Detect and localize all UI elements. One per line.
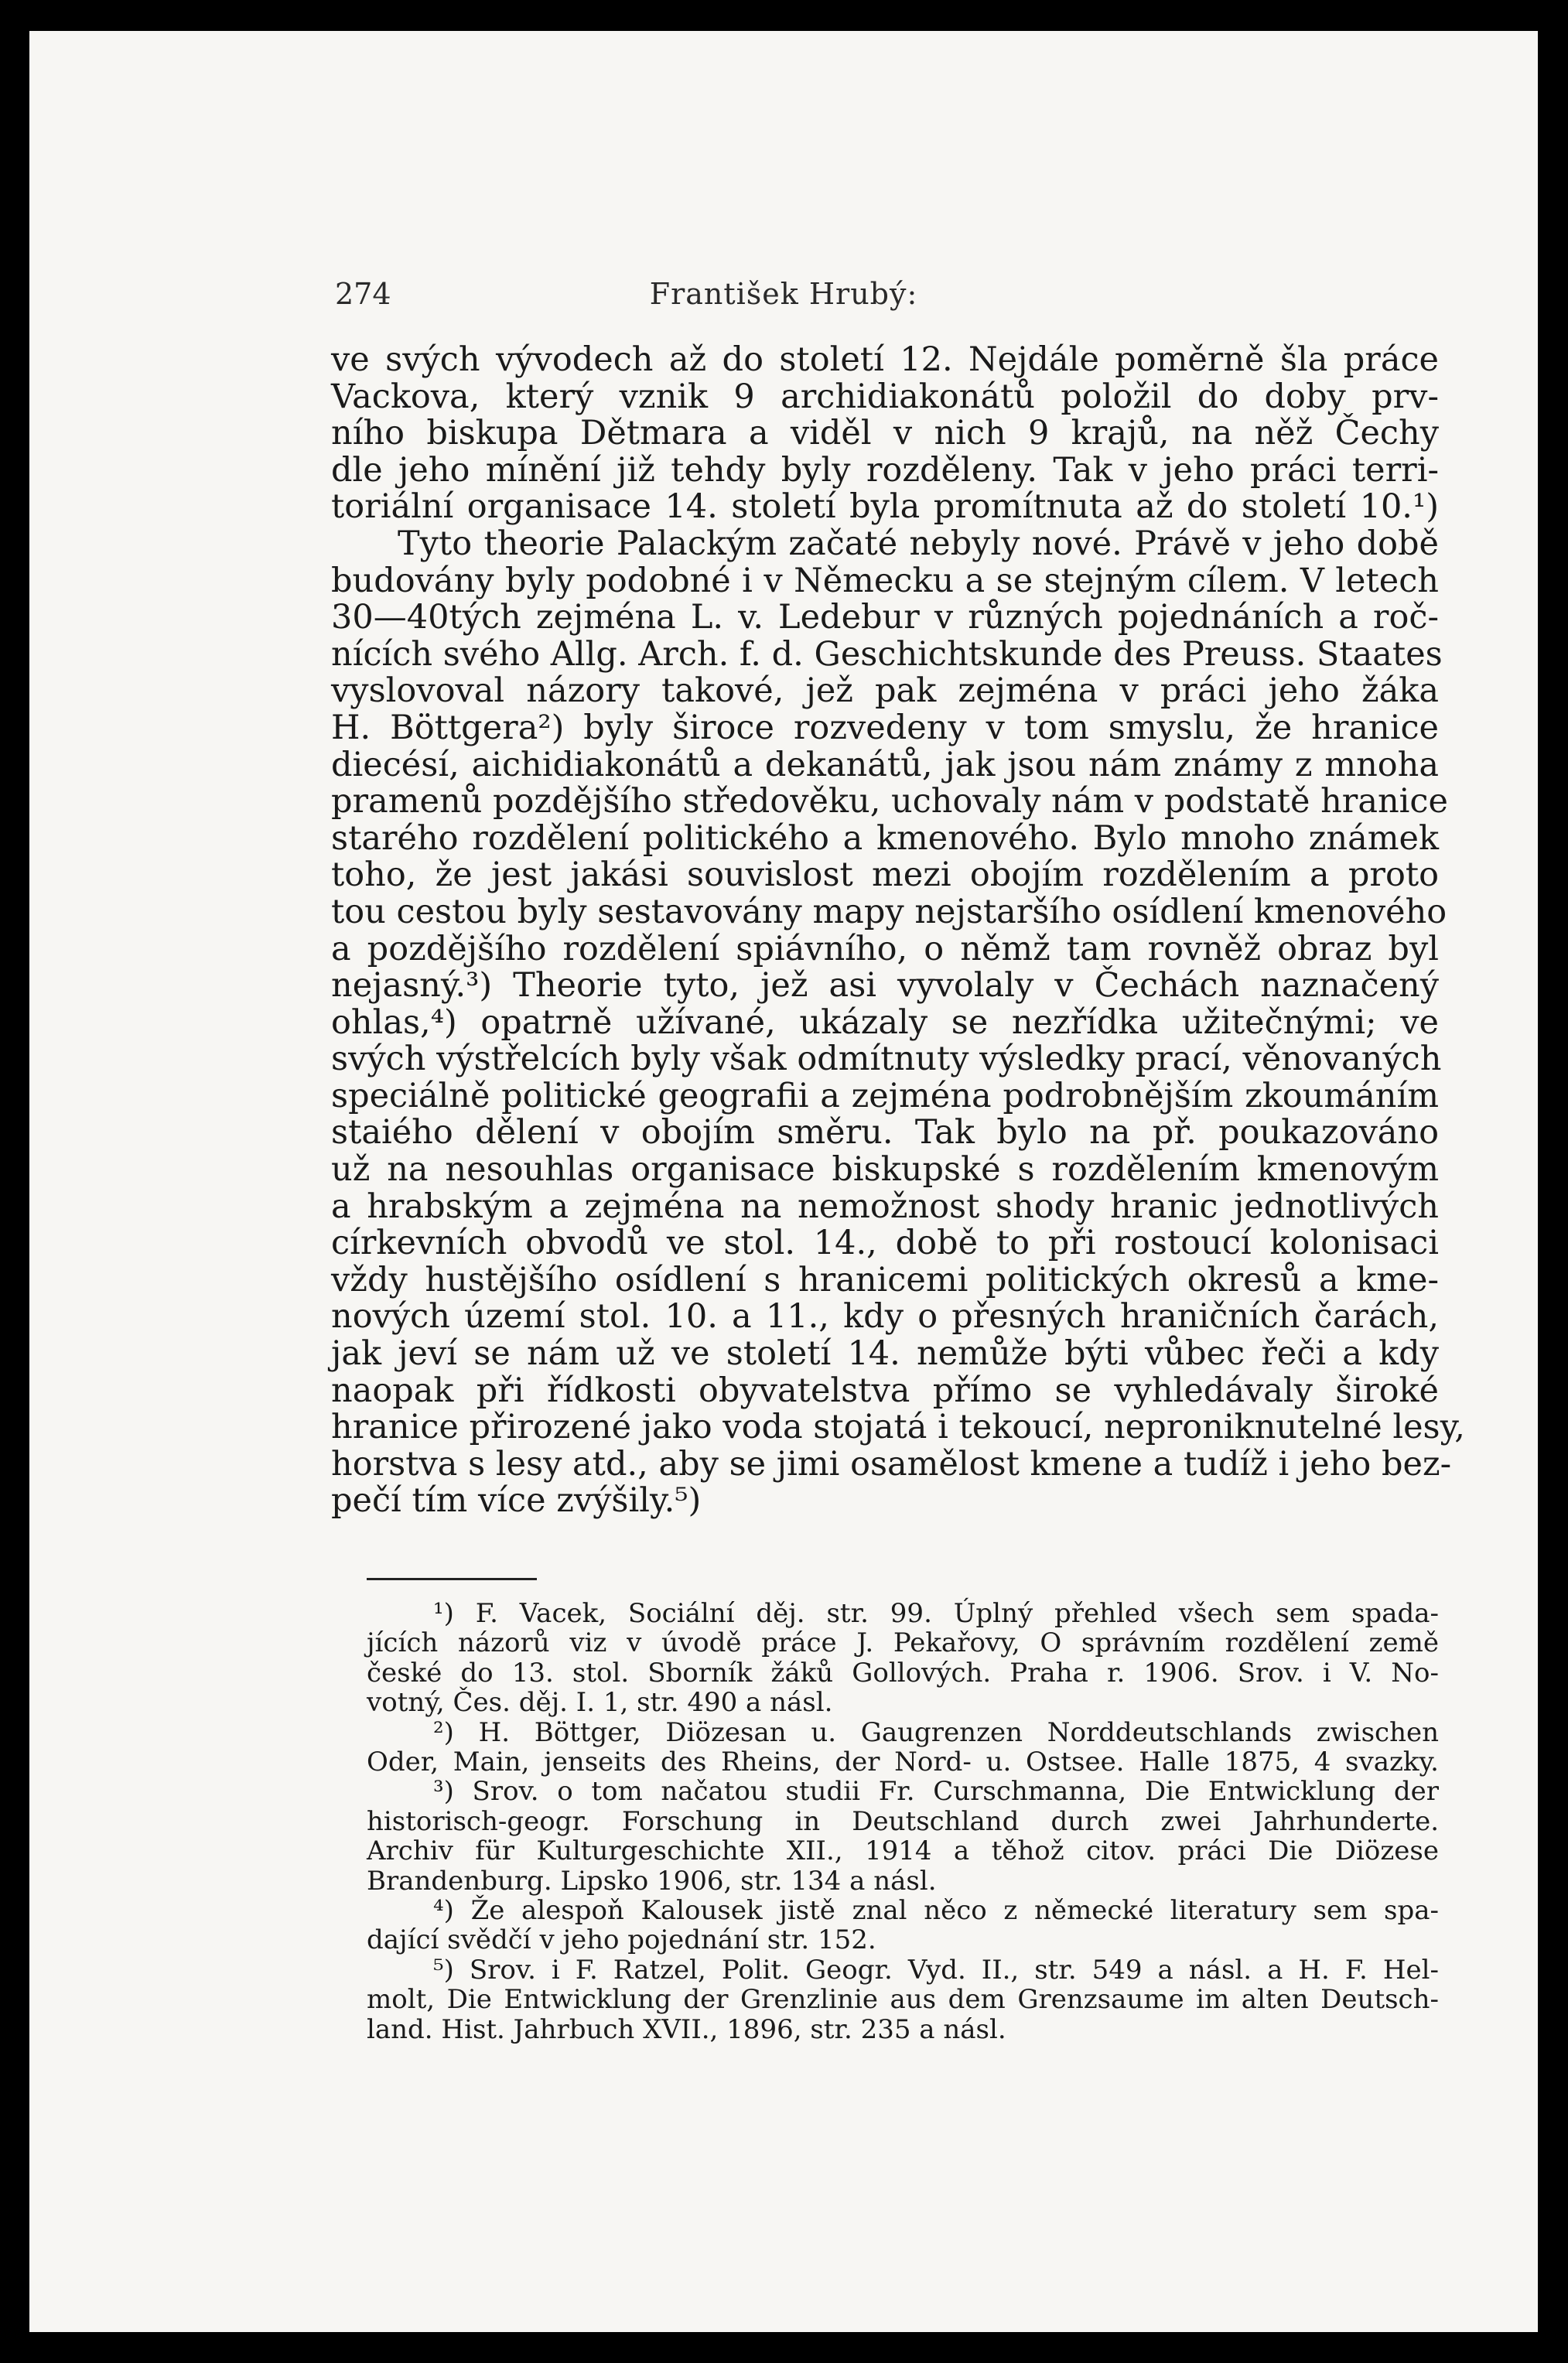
footnote-line: ²) H. Böttger, Diözesan u. Gaugrenzen Norddeutschlands zwischen (433, 1716, 1439, 1748)
text-line: ního biskupa Dětmara a viděl v nich 9 krajů, na něž Čechy (331, 414, 1439, 453)
book-page (29, 31, 1538, 2332)
footnote-line: Brandenburg. Lipsko 1906, str. 134 a násl. (367, 1865, 937, 1897)
footnote-line: Archiv für Kulturgeschichte XII., 1914 a těhož citov. práci Die Diözese (367, 1835, 1439, 1867)
footnote-line: historisch-geogr. Forschung in Deutschland durch zwei Jahrhunderte. (367, 1805, 1439, 1837)
footnote-line: ¹) F. Vacek, Sociální děj. str. 99. Úplný přehled všech sem spada- (433, 1598, 1439, 1629)
running-header (29, 277, 1538, 323)
text-line: 30—40tých zejména L. v. Ledebur v různých pojednáních a roč- (331, 598, 1439, 637)
footnote-line: votný, Čes. děj. I. 1, str. 490 a násl. (367, 1687, 833, 1719)
footnote-line: molt, Die Entwicklung der Grenzlinie aus dem Grenzsaume im alten Deutsch- (367, 1984, 1439, 2016)
footnote-line: Oder, Main, jenseits des Rheins, der Nord- u. Ostsee. Halle 1875, 4 svazky. (367, 1747, 1439, 1778)
footnote-line: land. Hist. Jahrbuch XVII., 1896, str. 235 a násl. (367, 2013, 1006, 2045)
footnote-line: jících názorů viz v úvodě práce J. Pekařovy, O správním rozdělení země (367, 1627, 1439, 1659)
text-line: církevních obvodů ve stol. 14., době to při rostoucí kolonisaci (331, 1224, 1439, 1263)
text-line: naopak při řídkosti obyvatelstva přímo se vyhledávaly široké (331, 1371, 1439, 1410)
footnote-line: české do 13. stol. Sborník žáků Gollových. Praha r. 1906. Srov. i V. No- (367, 1657, 1439, 1689)
text-line: Tyto theorie Palackým začaté nebyly nové. Právě v jeho době (398, 524, 1439, 563)
text-line: dle jeho mínění již tehdy byly rozděleny. Tak v jeho práci terri- (331, 450, 1439, 490)
footnote-line: dající svědčí v jeho pojednání str. 152. (367, 1924, 876, 1956)
footnote-line: ³) Srov. o tom načatou studii Fr. Curschmanna, Die Entwicklung der (433, 1776, 1439, 1808)
text-line: a pozdějšího rozdělení spiávního, o němž tam rovněž obraz byl (331, 929, 1439, 968)
text-line: tou cestou byly sestavovány mapy nejstaršího osídlení kmenového (331, 892, 1447, 931)
text-line: H. Böttgera²) byly široce rozvedeny v tom smyslu, že hranice (331, 708, 1439, 747)
text-line: budovány byly podobné i v Německu a se stejným cílem. V letech (331, 561, 1439, 600)
text-line: a hrabským a zejména na nemožnost shody hranic jednotlivých (331, 1187, 1439, 1226)
text-line: vyslovoval názory takové, jež pak zejména v práci jeho žáka (331, 671, 1439, 711)
text-line: toriální organisace 14. století byla promítnuta až do století 10.¹) (331, 487, 1439, 527)
text-line: už na nesouhlas organisace biskupské s rozdělením kmenovým (331, 1150, 1439, 1190)
text-line: horstva s lesy atd., aby se jimi osamělost kmene a tudíž i jeho bez- (331, 1444, 1452, 1484)
text-line: nících svého Allg. Arch. f. d. Geschichtskunde des Preuss. Staates (331, 634, 1443, 674)
main-text (331, 340, 1465, 1521)
text-line: hranice přirozené jako voda stojatá i tekoucí, neproniknutelné lesy, (331, 1408, 1465, 1447)
running-head-author: František Hrubý: (649, 277, 918, 311)
text-line: pramenů pozdějšího středověku, uchovaly nám v podstatě hranice (331, 782, 1448, 821)
text-line: nových území stol. 10. a 11., kdy o přesných hraničních čarách, (331, 1297, 1439, 1337)
footnote-divider (367, 1578, 537, 1580)
text-line: staiého dělení v obojím směru. Tak bylo na př. poukazováno (331, 1113, 1439, 1152)
text-line: nejasný.³) Theorie tyto, jež asi vyvolaly v Čechách naznačený (331, 966, 1439, 1006)
text-line: speciálně politické geografii a zejména podrobnějším zkoumáním (331, 1076, 1439, 1115)
text-line: starého rozdělení politického a kmenového. Bylo mnoho známek (331, 818, 1439, 858)
text-line: ohlas,⁴) opatrně užívané, ukázaly se nezřídka užitečnými; ve (331, 1002, 1439, 1042)
text-line: vždy hustějšího osídlení s hranicemi politických okresů a kme- (331, 1260, 1439, 1299)
footnote-line: ⁴) Že alespoň Kalousek jistě znal něco z německé literatury sem spa- (433, 1895, 1439, 1927)
footnotes (367, 1599, 1439, 2044)
text-line: Vackova, který vznik 9 archidiakonátů položil do doby prv- (331, 377, 1439, 416)
footnote-line: ⁵) Srov. i F. Ratzel, Polit. Geogr. Vyd. II., str. 549 a násl. a H. F. Hel- (433, 1954, 1439, 1986)
text-line: ve svých vývodech až do století 12. Nejdále poměrně šla práce (331, 340, 1439, 379)
page-number: 274 (335, 277, 391, 311)
text-line: jak jeví se nám už ve století 14. nemůže býti vůbec řeči a kdy (331, 1334, 1439, 1374)
text-line: toho, že jest jakási souvislost mezi obojím rozdělením a proto (331, 855, 1439, 895)
text-line: svých výstřelcích byly však odmítnuty výsledky prací, věnovaných (331, 1040, 1442, 1079)
text-line: diecésí, aichidiakonátů a dekanátů, jak jsou nám známy z mnoha (331, 745, 1439, 784)
text-line: pečí tím více zvýšily.⁵) (331, 1481, 702, 1521)
